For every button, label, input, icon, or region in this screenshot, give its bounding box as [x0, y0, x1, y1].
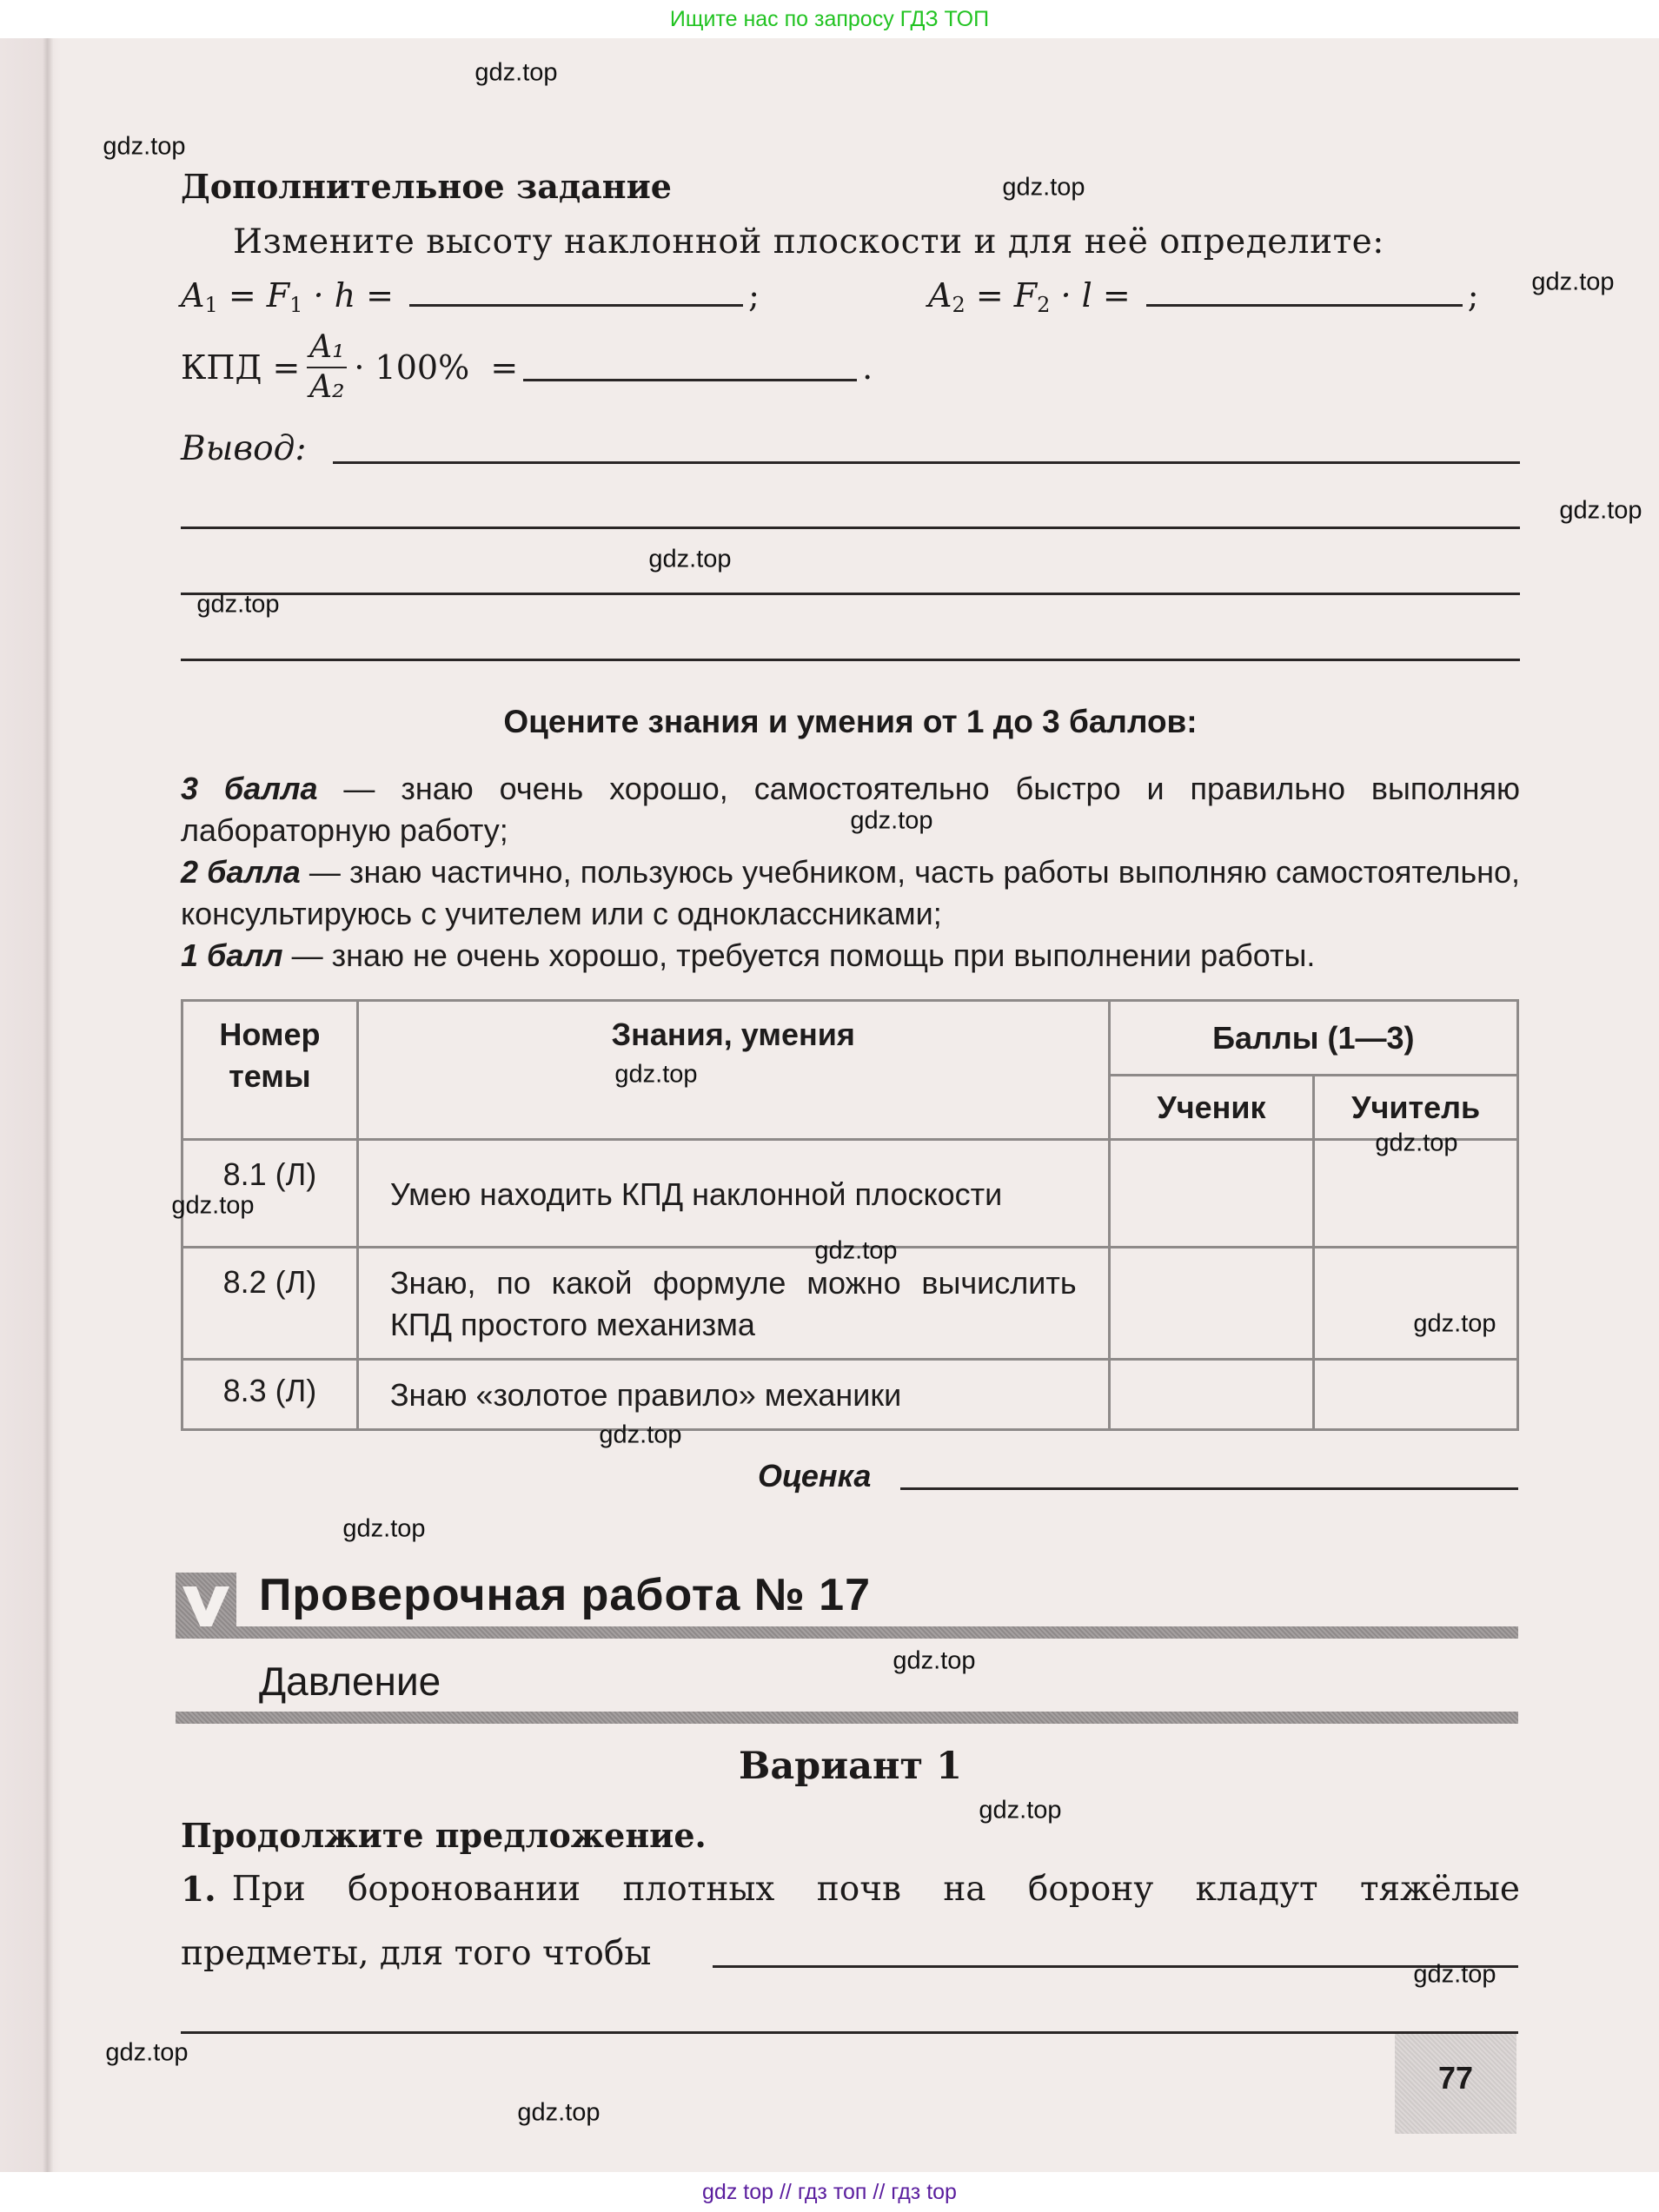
conclusion-label: Вывод: — [181, 429, 307, 468]
header-skills: Знания, умения — [357, 1001, 1109, 1140]
test-header-rule — [176, 1626, 1518, 1639]
formula-work-a2: $A_2 = F_2 \cdot l$ = ; — [928, 276, 1479, 317]
teacher-score-cell[interactable] — [1314, 1248, 1518, 1360]
task-item-number: 1. — [181, 1870, 216, 1910]
topic-number: 8.2 (Л) — [182, 1248, 358, 1360]
table-row — [182, 1140, 1518, 1248]
student-score-cell[interactable] — [1109, 1360, 1314, 1430]
answer-blank-efficiency[interactable] — [523, 378, 857, 381]
conclusion-line-2[interactable] — [181, 527, 1520, 529]
formula-efficiency: КПД = $\frac{\text{A₁}}{\text{A₂}}$ · 100% = . — [181, 329, 873, 405]
rating-levels — [181, 768, 1520, 977]
student-score-cell[interactable] — [1109, 1140, 1314, 1248]
answer-line-2[interactable] — [181, 2031, 1518, 2034]
page-spine-shadow — [0, 38, 61, 2172]
watermark: gdz.top — [599, 1421, 682, 1449]
table-header-row — [182, 1001, 1518, 1076]
task-item-1-line-2: предметы, для того чтобы — [181, 1934, 652, 1973]
header-topic: Номер темы — [182, 1001, 358, 1140]
watermark: gdz.top — [105, 2038, 189, 2067]
watermark: gdz.top — [1002, 173, 1085, 202]
conclusion-line-3[interactable] — [181, 593, 1520, 595]
watermark: gdz.top — [648, 545, 732, 573]
self-assessment-table — [181, 999, 1519, 1431]
rating-level-3: 3 балла — знаю очень хорошо, самостоятельно быстро и правильно выполняю лабораторную работу; — [181, 771, 1520, 848]
variant-heading: Вариант 1 — [738, 1745, 963, 1788]
bottom-banner-text[interactable]: gdz top // гдз топ // гдз top — [702, 2179, 957, 2204]
watermark: gdz.top — [474, 58, 558, 87]
table-row — [182, 1360, 1518, 1430]
rating-level-2: 2 балла — знаю частично, пользуюсь учебником, часть работы выполняю самостоятельно, консультируюсь с учителем или с одноклассниками; — [181, 854, 1520, 931]
watermark: gdz.top — [979, 1796, 1062, 1825]
watermark: gdz.top — [850, 806, 933, 835]
watermark: gdz.top — [103, 132, 186, 161]
watermark: gdz.top — [614, 1060, 698, 1089]
topic-number: 8.3 (Л) — [182, 1360, 358, 1430]
extra-task-instruction: Измените высоту наклонной плоскости и для неё определите: — [233, 222, 1384, 262]
extra-task-heading: Дополнительное задание — [181, 167, 672, 206]
watermark: gdz.top — [1413, 1960, 1496, 1989]
watermark: gdz.top — [1413, 1309, 1496, 1338]
rating-level-1: 1 балл — знаю не очень хорошо, требуется помощь при выполнении работы. — [181, 937, 1316, 973]
conclusion-line-4[interactable] — [181, 659, 1520, 661]
formula-work-a1: $A_1 = F_1 \cdot h$ = ; — [181, 276, 760, 317]
header-student: Ученик — [1109, 1076, 1314, 1140]
skill-description: Знаю, по какой формуле можно вычислить КПД простого механизма — [357, 1248, 1109, 1360]
header-teacher: Учитель — [1314, 1076, 1518, 1140]
watermark: gdz.top — [1375, 1129, 1458, 1157]
test-subtitle: Давление — [259, 1659, 441, 1704]
student-score-cell[interactable] — [1109, 1248, 1314, 1360]
task-item-1-line-1: 1. При бороновании плотных почв на борону кладут тяжёлые — [181, 1870, 1520, 1910]
answer-blank-a1[interactable] — [409, 303, 743, 307]
watermark: gdz.top — [1559, 496, 1642, 525]
efficiency-fraction: $\frac{\text{A₁}}{\text{A₂}}$ — [307, 328, 347, 407]
watermark: gdz.top — [342, 1514, 426, 1543]
page-number: 77 — [1437, 2060, 1474, 2096]
teacher-score-cell[interactable] — [1314, 1360, 1518, 1430]
task-instruction: Продолжите предложение. — [181, 1816, 707, 1855]
top-banner — [0, 0, 1659, 38]
bottom-banner — [0, 2172, 1659, 2212]
conclusion-line-1[interactable] — [333, 461, 1520, 464]
grade-line[interactable] — [900, 1487, 1518, 1490]
skill-description: Умею находить КПД наклонной плоскости — [357, 1140, 1109, 1248]
header-points: Баллы (1—3) — [1109, 1001, 1517, 1076]
page-number-box — [1395, 2034, 1516, 2134]
watermark: gdz.top — [517, 2098, 601, 2127]
answer-blank-a2[interactable] — [1146, 303, 1463, 307]
watermark: gdz.top — [893, 1646, 976, 1675]
skill-description: Знаю «золотое правило» механики — [357, 1360, 1109, 1430]
topic-number: 8.1 (Л) — [182, 1140, 358, 1248]
watermark: gdz.top — [171, 1191, 255, 1220]
grade-label: Оценка — [758, 1458, 872, 1493]
watermark: gdz.top — [1531, 268, 1615, 296]
top-banner-text[interactable]: Ищите нас по запросу ГДЗ ТОП — [669, 6, 990, 31]
test-subtitle-rule — [176, 1712, 1518, 1724]
rating-heading: Оцените знания и умения от 1 до 3 баллов: — [503, 704, 1198, 739]
watermark: gdz.top — [814, 1236, 898, 1265]
answer-line-1[interactable] — [713, 1965, 1518, 1968]
test-title: Проверочная работа № 17 — [259, 1570, 872, 1620]
watermark: gdz.top — [196, 590, 280, 619]
